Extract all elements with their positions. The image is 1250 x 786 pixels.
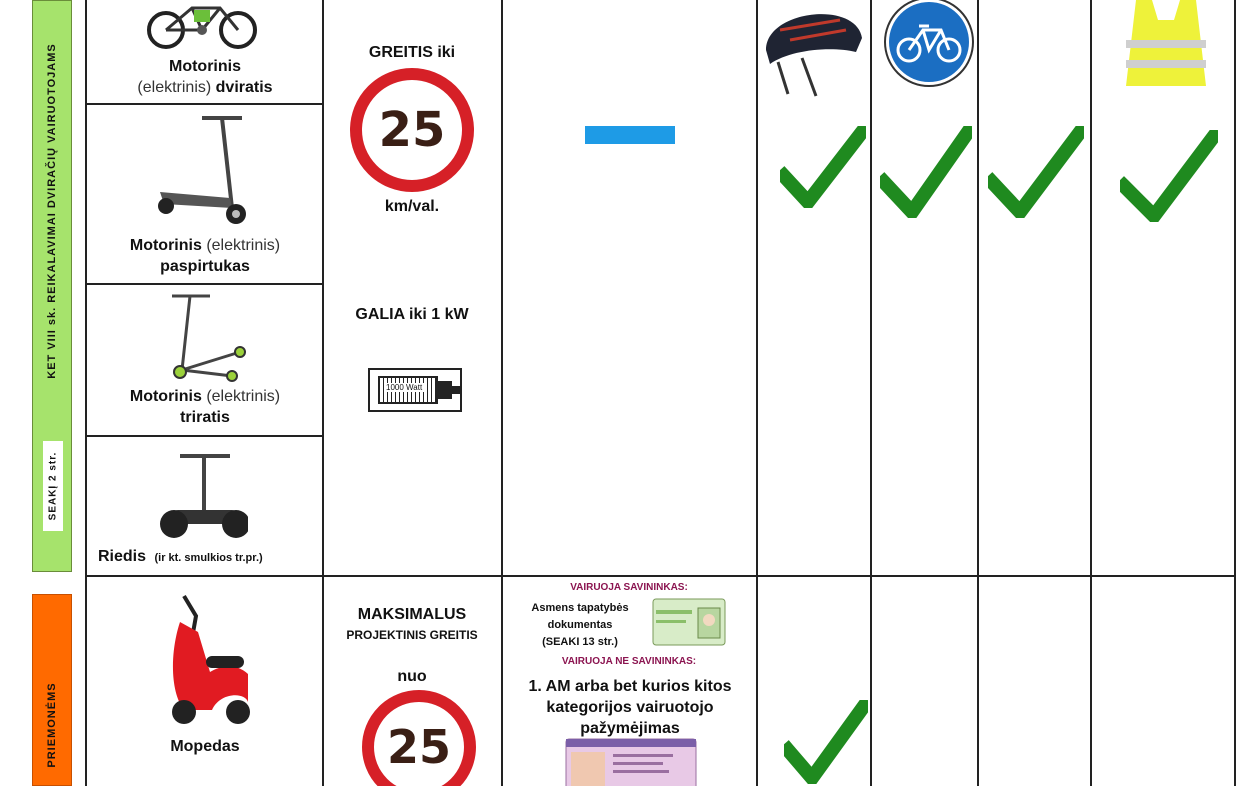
- reflective-vest-icon: [1118, 0, 1214, 90]
- dash-icon: [585, 126, 675, 144]
- owner-heading: VAIRUOJA SAVININKAS:: [570, 582, 688, 593]
- speed-limit-value: 25: [378, 102, 446, 158]
- moped-speed-sign: [362, 690, 476, 786]
- moped-speed-from: nuo: [397, 668, 427, 685]
- grid-line: [870, 0, 872, 786]
- grid-line: [85, 575, 1235, 577]
- vehicle-name-line: Mopedas: [170, 738, 240, 755]
- vehicle-name-line: dviratis: [215, 79, 273, 96]
- vehicle-type-note: (elektrinis): [137, 79, 212, 96]
- vehicle-label-ebike: [95, 56, 315, 98]
- electric-scooter-icon: [150, 112, 260, 230]
- id-card-icon: [652, 598, 726, 646]
- vehicle-type-note: (elektrinis): [206, 237, 281, 254]
- vehicle-label-scooter: [95, 235, 315, 277]
- grid-line: [977, 0, 979, 786]
- motor-power-label: 1000 Watt: [386, 383, 423, 392]
- vehicle-name-line: Motorinis: [169, 58, 241, 75]
- orange-band-label: PRIEMONĖMS: [46, 682, 58, 768]
- grid-line: [1090, 0, 1092, 786]
- grid-line: [85, 103, 323, 105]
- vehicle-type-note: (elektrinis): [206, 388, 281, 405]
- vehicle-label-segway: [98, 548, 263, 566]
- driving-license-icon: [565, 738, 697, 786]
- green-band-label-text: KET VIII sk. REIKALAVIMAI DVIRAČIŲ VAIRUOTOJAMS: [46, 43, 58, 379]
- id-document-label: Asmens tapatybės dokumentas: [531, 602, 629, 631]
- id-document-text: [510, 600, 650, 651]
- vehicle-name-line: Motorinis: [129, 237, 202, 254]
- checkmark-icon: [988, 126, 1084, 218]
- speed-unit-label: km/val.: [384, 198, 440, 215]
- vehicle-name-line: paspirtukas: [160, 258, 250, 275]
- grid-line: [756, 0, 758, 786]
- electric-bike-icon: [140, 0, 265, 50]
- vehicle-type-note: (ir kt. smulkios tr.pr.): [154, 552, 263, 564]
- grid-line: [85, 283, 323, 285]
- moped-speed-label-2: PROJEKTINIS GREITIS: [346, 628, 478, 642]
- vehicle-label-tricycle: [95, 386, 315, 428]
- speed-limit-label: GREITIS iki: [368, 44, 456, 61]
- checkmark-icon: [784, 700, 868, 784]
- checkmark-icon: [880, 126, 972, 218]
- vehicle-name-line: Motorinis: [129, 388, 202, 405]
- am-license-text: 1. AM arba bet kurios kitos kategorijos vairuotojo pažymėjimas: [528, 678, 732, 737]
- bicycle-lane-sign-icon: [883, 0, 975, 88]
- grid-line: [85, 0, 87, 786]
- vehicle-name-line: Riedis: [98, 548, 147, 565]
- green-band-label-box: [43, 441, 63, 531]
- grid-line: [1234, 0, 1236, 786]
- segway-icon: [160, 452, 248, 544]
- helmet-icon: [760, 0, 866, 98]
- vehicle-label-moped: [95, 736, 315, 757]
- orange-category-band: [32, 594, 72, 786]
- moped-icon: [150, 592, 255, 727]
- motor-power-icon: [368, 368, 462, 412]
- vehicle-name-line: triratis: [180, 409, 230, 426]
- electric-tricycle-icon: [162, 292, 252, 382]
- nonowner-heading: VAIRUOJA NE SAVININKAS:: [561, 656, 697, 667]
- green-band-label-seaki: SEAKĮ 2 str.: [47, 451, 59, 521]
- checkmark-icon: [1120, 130, 1218, 222]
- moped-speed-value: 25: [386, 720, 451, 774]
- checkmark-icon: [780, 126, 866, 208]
- id-document-ref: (SEAKI 13 str.): [542, 636, 618, 648]
- power-limit-label: GALIA iki 1 kW: [355, 306, 469, 323]
- green-band-label: [46, 43, 58, 378]
- moped-speed-label-1: MAKSIMALUS: [357, 606, 467, 623]
- grid-line: [85, 435, 323, 437]
- grid-line: [501, 0, 503, 786]
- speed-limit-sign: [350, 68, 474, 192]
- green-category-band: [32, 0, 72, 572]
